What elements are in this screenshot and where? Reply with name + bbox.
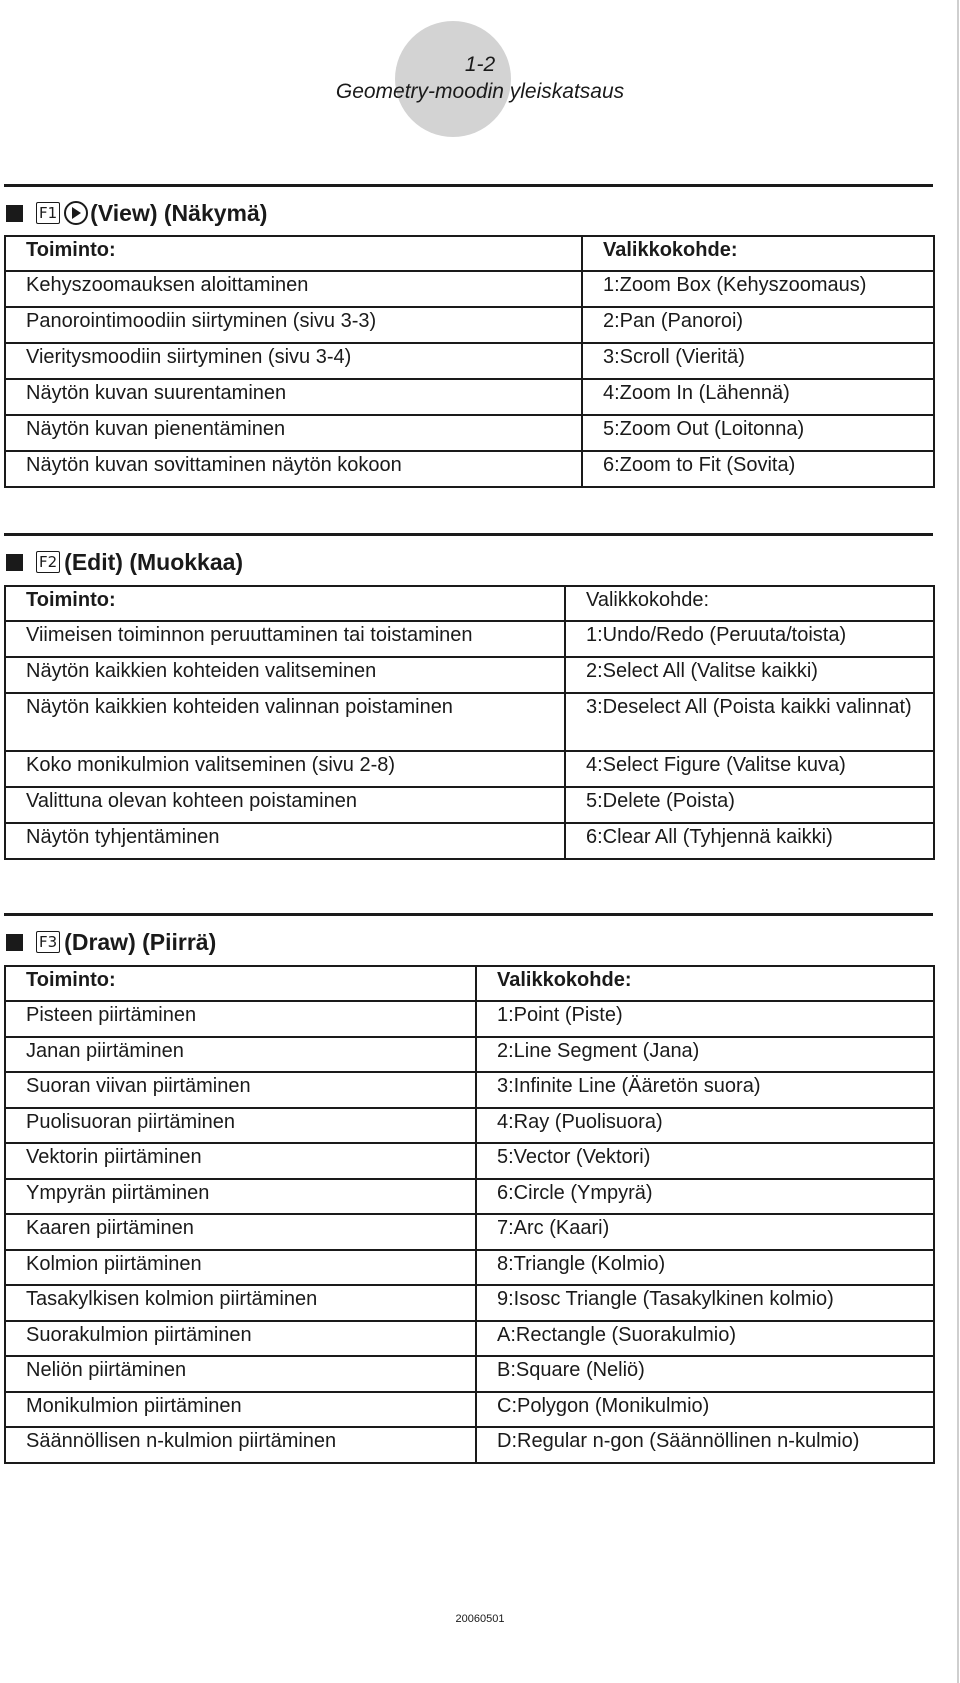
action-cell: Ympyrän piirtäminen [5,1179,476,1215]
table-row [5,1037,934,1073]
menu-item-cell: 1:Zoom Box (Kehyszoomaus) [582,271,934,307]
menu-item-cell: D:Regular n-gon (Säännöllinen n-kulmio) [476,1427,934,1463]
action-cell: Koko monikulmion valitseminen (sivu 2-8) [5,751,565,787]
column-header-action: Toiminto: [5,966,476,1001]
table-row [5,1321,934,1357]
table-row [5,1250,934,1286]
table-row [5,1108,934,1144]
table-row [5,451,934,487]
table-row [5,271,934,307]
menu-item-cell: C:Polygon (Monikulmio) [476,1392,934,1428]
section-title-text: (Edit) (Muokkaa) [64,548,244,575]
table-row [5,1072,934,1108]
menu-item-cell: 2:Select All (Valitse kaikki) [565,657,934,693]
action-cell: Näytön kaikkien kohteiden valinnan poistaminen [5,693,565,751]
menu-item-cell: 9:Isosc Triangle (Tasakylkinen kolmio) [476,1285,934,1321]
action-cell: Näytön kuvan pienentäminen [5,415,582,451]
page-number: 1-2 [464,53,496,76]
table-header-row [5,966,934,1001]
table-row [5,1285,934,1321]
action-cell: Viimeisen toiminnon peruuttaminen tai toistaminen [5,621,565,657]
page-subtitle: Geometry-moodin yleiskatsaus [335,80,625,103]
action-cell: Puolisuoran piirtäminen [5,1108,476,1144]
action-cell: Näytön kaikkien kohteiden valitseminen [5,657,565,693]
column-header-menu-item: Valikkokohde: [565,586,934,621]
table-row [5,657,934,693]
section-title-text: (View) (Näkymä) [90,199,268,226]
menu-item-cell: 3:Scroll (Vieritä) [582,343,934,379]
section-divider [4,533,933,536]
section-divider [4,184,933,187]
menu-item-cell: 3:Infinite Line (Ääretön suora) [476,1072,934,1108]
table-header-row [5,236,934,271]
black-square-icon [6,554,23,571]
action-cell: Säännöllisen n-kulmion piirtäminen [5,1427,476,1463]
menu-item-cell: 7:Arc (Kaari) [476,1214,934,1250]
right-arrow-key-icon [64,201,88,225]
menu-item-cell: 3:Deselect All (Poista kaikki valinnat) [565,693,934,751]
menu-item-cell: B:Square (Neliö) [476,1356,934,1392]
table-row [5,787,934,823]
menu-item-cell: 5:Zoom Out (Loitonna) [582,415,934,451]
table-row [5,1001,934,1037]
table-row [5,1427,934,1463]
action-cell: Näytön kuvan suurentaminen [5,379,582,415]
action-cell: Panorointimoodiin siirtyminen (sivu 3-3) [5,307,582,343]
table-row [5,1179,934,1215]
action-cell: Tasakylkisen kolmion piirtäminen [5,1285,476,1321]
section-divider [4,913,933,916]
f1-key-icon: F1 [36,202,60,224]
menu-item-cell: 2:Line Segment (Jana) [476,1037,934,1073]
table-row [5,621,934,657]
table-row [5,751,934,787]
f2-key-icon: F2 [36,551,60,573]
table-row [5,693,934,751]
menu-item-cell: 6:Zoom to Fit (Sovita) [582,451,934,487]
menu-item-cell: 8:Triangle (Kolmio) [476,1250,934,1286]
action-cell: Monikulmion piirtäminen [5,1392,476,1428]
black-square-icon [6,934,23,951]
section-title [4,927,216,957]
section-title [4,198,267,228]
action-cell: Kehyszoomauksen aloittaminen [5,271,582,307]
table-row [5,1143,934,1179]
column-header-action: Toiminto: [5,236,582,271]
table-row [5,1214,934,1250]
menu-item-cell: 4:Select Figure (Valitse kuva) [565,751,934,787]
action-cell: Suorakulmion piirtäminen [5,1321,476,1357]
f3-key-icon: F3 [36,931,60,953]
menu-item-cell: 1:Point (Piste) [476,1001,934,1037]
menu-item-cell: A:Rectangle (Suorakulmio) [476,1321,934,1357]
menu-item-cell: 6:Clear All (Tyhjennä kaikki) [565,823,934,859]
column-header-action: Toiminto: [5,586,565,621]
action-cell: Vieritysmoodiin siirtyminen (sivu 3-4) [5,343,582,379]
menu-table [4,965,935,1464]
action-cell: Neliön piirtäminen [5,1356,476,1392]
section-title-text: (Draw) (Piirrä) [64,928,217,955]
action-cell: Suoran viivan piirtäminen [5,1072,476,1108]
menu-item-cell: 4:Zoom In (Lähennä) [582,379,934,415]
column-header-menu-item: Valikkokohde: [582,236,934,271]
section-title [4,547,243,577]
action-cell: Kolmion piirtäminen [5,1250,476,1286]
table-row [5,1356,934,1392]
action-cell: Vektorin piirtäminen [5,1143,476,1179]
black-square-icon [6,205,23,222]
column-header-menu-item: Valikkokohde: [476,966,934,1001]
menu-item-cell: 1:Undo/Redo (Peruuta/toista) [565,621,934,657]
menu-table [4,235,935,488]
table-row [5,415,934,451]
table-row [5,823,934,859]
table-row [5,379,934,415]
footer-code: 20060501 [455,1613,505,1625]
action-cell: Kaaren piirtäminen [5,1214,476,1250]
table-row [5,343,934,379]
page-edge-line [957,0,959,1683]
menu-item-cell: 5:Vector (Vektori) [476,1143,934,1179]
action-cell: Näytön tyhjentäminen [5,823,565,859]
table-row [5,307,934,343]
action-cell: Näytön kuvan sovittaminen näytön kokoon [5,451,582,487]
menu-table [4,585,935,860]
menu-item-cell: 4:Ray (Puolisuora) [476,1108,934,1144]
menu-item-cell: 5:Delete (Poista) [565,787,934,823]
action-cell: Valittuna olevan kohteen poistaminen [5,787,565,823]
action-cell: Janan piirtäminen [5,1037,476,1073]
menu-item-cell: 6:Circle (Ympyrä) [476,1179,934,1215]
action-cell: Pisteen piirtäminen [5,1001,476,1037]
table-row [5,1392,934,1428]
menu-item-cell: 2:Pan (Panoroi) [582,307,934,343]
table-header-row [5,586,934,621]
